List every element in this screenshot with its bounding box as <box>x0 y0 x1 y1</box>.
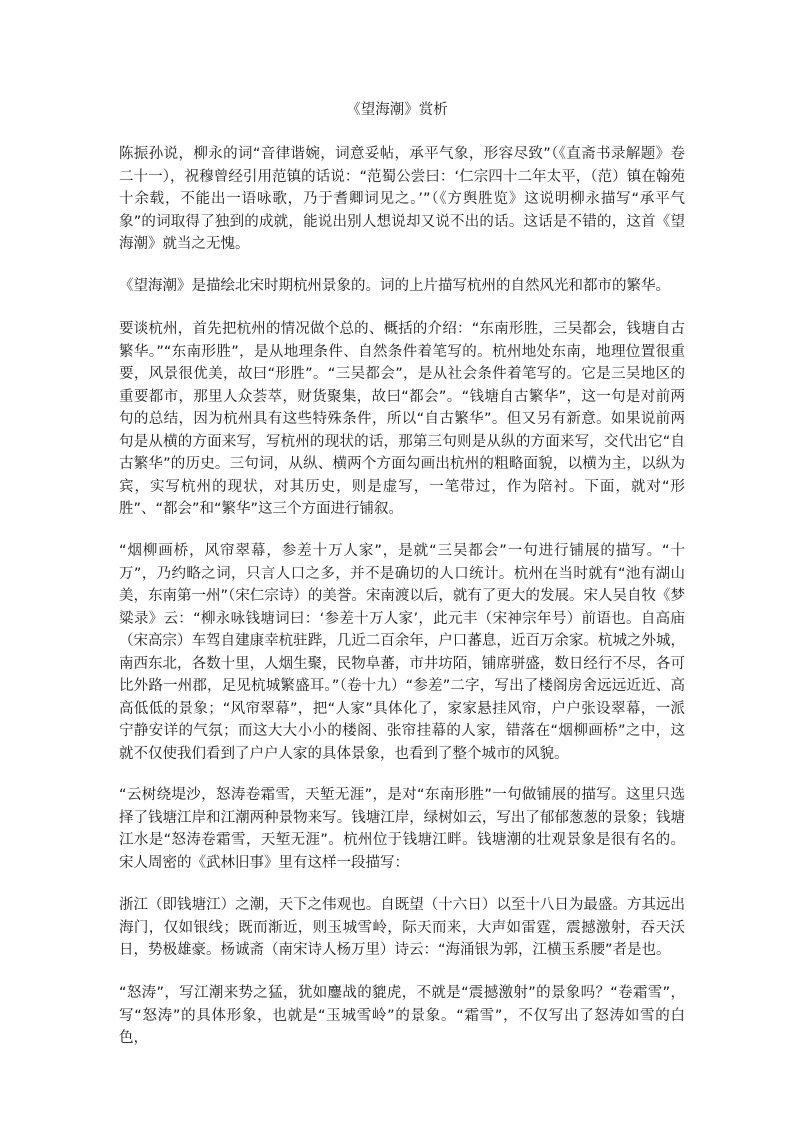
paragraph-6-quotation: 浙江（即钱塘江）之潮，天下之伟观也。自既望（十六日）以至十八日为最盛。方其远出海门，仅如银线；既而渐近，则玉城雪岭，际天而来，大声如雷霆，震撼激射，吞天沃日，势极雄豪。杨诚斋（南宋诗人杨万里）诗云：“海涌银为郭，江横玉系腰”者是也。 <box>119 897 685 958</box>
paragraph-2: 《望海潮》是描绘北宋时期杭州景象的。词的上片描写杭州的自然风光和都市的繁华。 <box>119 278 670 294</box>
paragraph-3: 要谈杭州，首先把杭州的情况做个总的、概括的介绍：“东南形胜，三吴都会，钱塘自古繁华。”“东南形胜”，是从地理条件、自然条件着笔写的。杭州地处东南，地理位置很重要，风景很优美，故曰“形胜”。“三吴都会”，是从社会条件着笔写的。它是三吴地区的重要都市，那里人众荟萃，财货聚集，故曰“都会”。“钱塘自古繁华”，这一句是对前两句的总结，因为杭州具有这些特殊条件，所以“自古繁华”。但又另有新意。如果说前两句是从横的方面来写，写杭州的现状的话，那第三句则是从纵的方面来写，交代出它“自古繁华”的历史。三句词，从纵、横两个方面勾画出杭州的粗略面貌，以横为主，以纵为宾，实写杭州的现状，对其历史，则是虚写，一笔带过，作为陪衬。下面，就对“形胜”、“都会”和“繁华”这三个方面进行铺叙。 <box>119 321 685 517</box>
paragraph-5: “云树绕堤沙，怒涛卷霜雪，天堑无涯”，是对“东南形胜”一句做铺展的描写。这里只选择了钱塘江岸和江潮两种景物来写。钱塘江岸，绿树如云，写出了郁郁葱葱的景象；钱塘江水是“怒涛卷霜雪，天堑无涯”。杭州位于钱塘江畔。钱塘潮的壮观景象是很有名的。宋人周密的《武林旧事》里有这样一段描写： <box>119 787 685 871</box>
paragraph-4: “烟柳画桥，风帘翠幕，参差十万人家”，是就“三吴都会”一句进行铺展的描写。“十万”，乃约略之词，只言人口之多，并不是确切的人口统计。杭州在当时就有“池有湖山美，东南第一州”（宋仁宗诗）的美誉。宋南渡以后，就有了更大的发展。宋人吴自牧《梦粱录》云：“柳永咏钱塘词曰：‘参差十万人家’，此元丰（宋神宗年号）前语也。自高庙（宋高宗）车驾自建康幸杭驻跸，几近二百余年，户口蕃息，近百万余家。杭城之外城，南西东北，各数十里，人烟生聚，民物阜蕃，市井坊陌，铺席骈盛，数日经行不尽，各可比外路一州郡，足见杭城繁盛耳。”（卷十九）“参差”二字，写出了楼阁房舍远远近近、高高低低的景象；“风帘翠幕”，把“人家”具体化了，家家悬挂风帘，户户张设翠幕，一派宁静安详的气氛；而这大大小小的楼阁、张帘挂幕的人家，错落在“烟柳画桥”之中，这就不仅使我们看到了户户人家的具体景象，也看到了整个城市的风貌。 <box>119 543 685 762</box>
paragraph-1: 陈振孙说，柳永的词“音律谐婉，词意妥帖，承平气象，形容尽致”（《直斋书录解题》卷二十一），祝穆曾经引用范镇的话说：“范蜀公尝曰：‘仁宗四十二年太平，（范）镇在翰苑十余载，不能出一语咏歌，乃于耆卿词见之。’”（《方舆胜览》这说明柳永描写“承平气象”的词取得了独到的成就，能说出别人想说却又说不出的话。这话是不错的，这首《望海潮》就当之无愧。 <box>119 146 685 252</box>
document-title: 《望海潮》赏析 <box>346 102 448 118</box>
paragraph-7: “怒涛”，写江潮来势之猛，犹如鏖战的貔虎，不就是“震撼激射”的景象吗？“卷霜雪”，写“怒涛”的具体形象，也就是“玉城雪岭”的景象。“霜雪”，不仅写出了怒涛如雪的白色， <box>119 985 685 1046</box>
